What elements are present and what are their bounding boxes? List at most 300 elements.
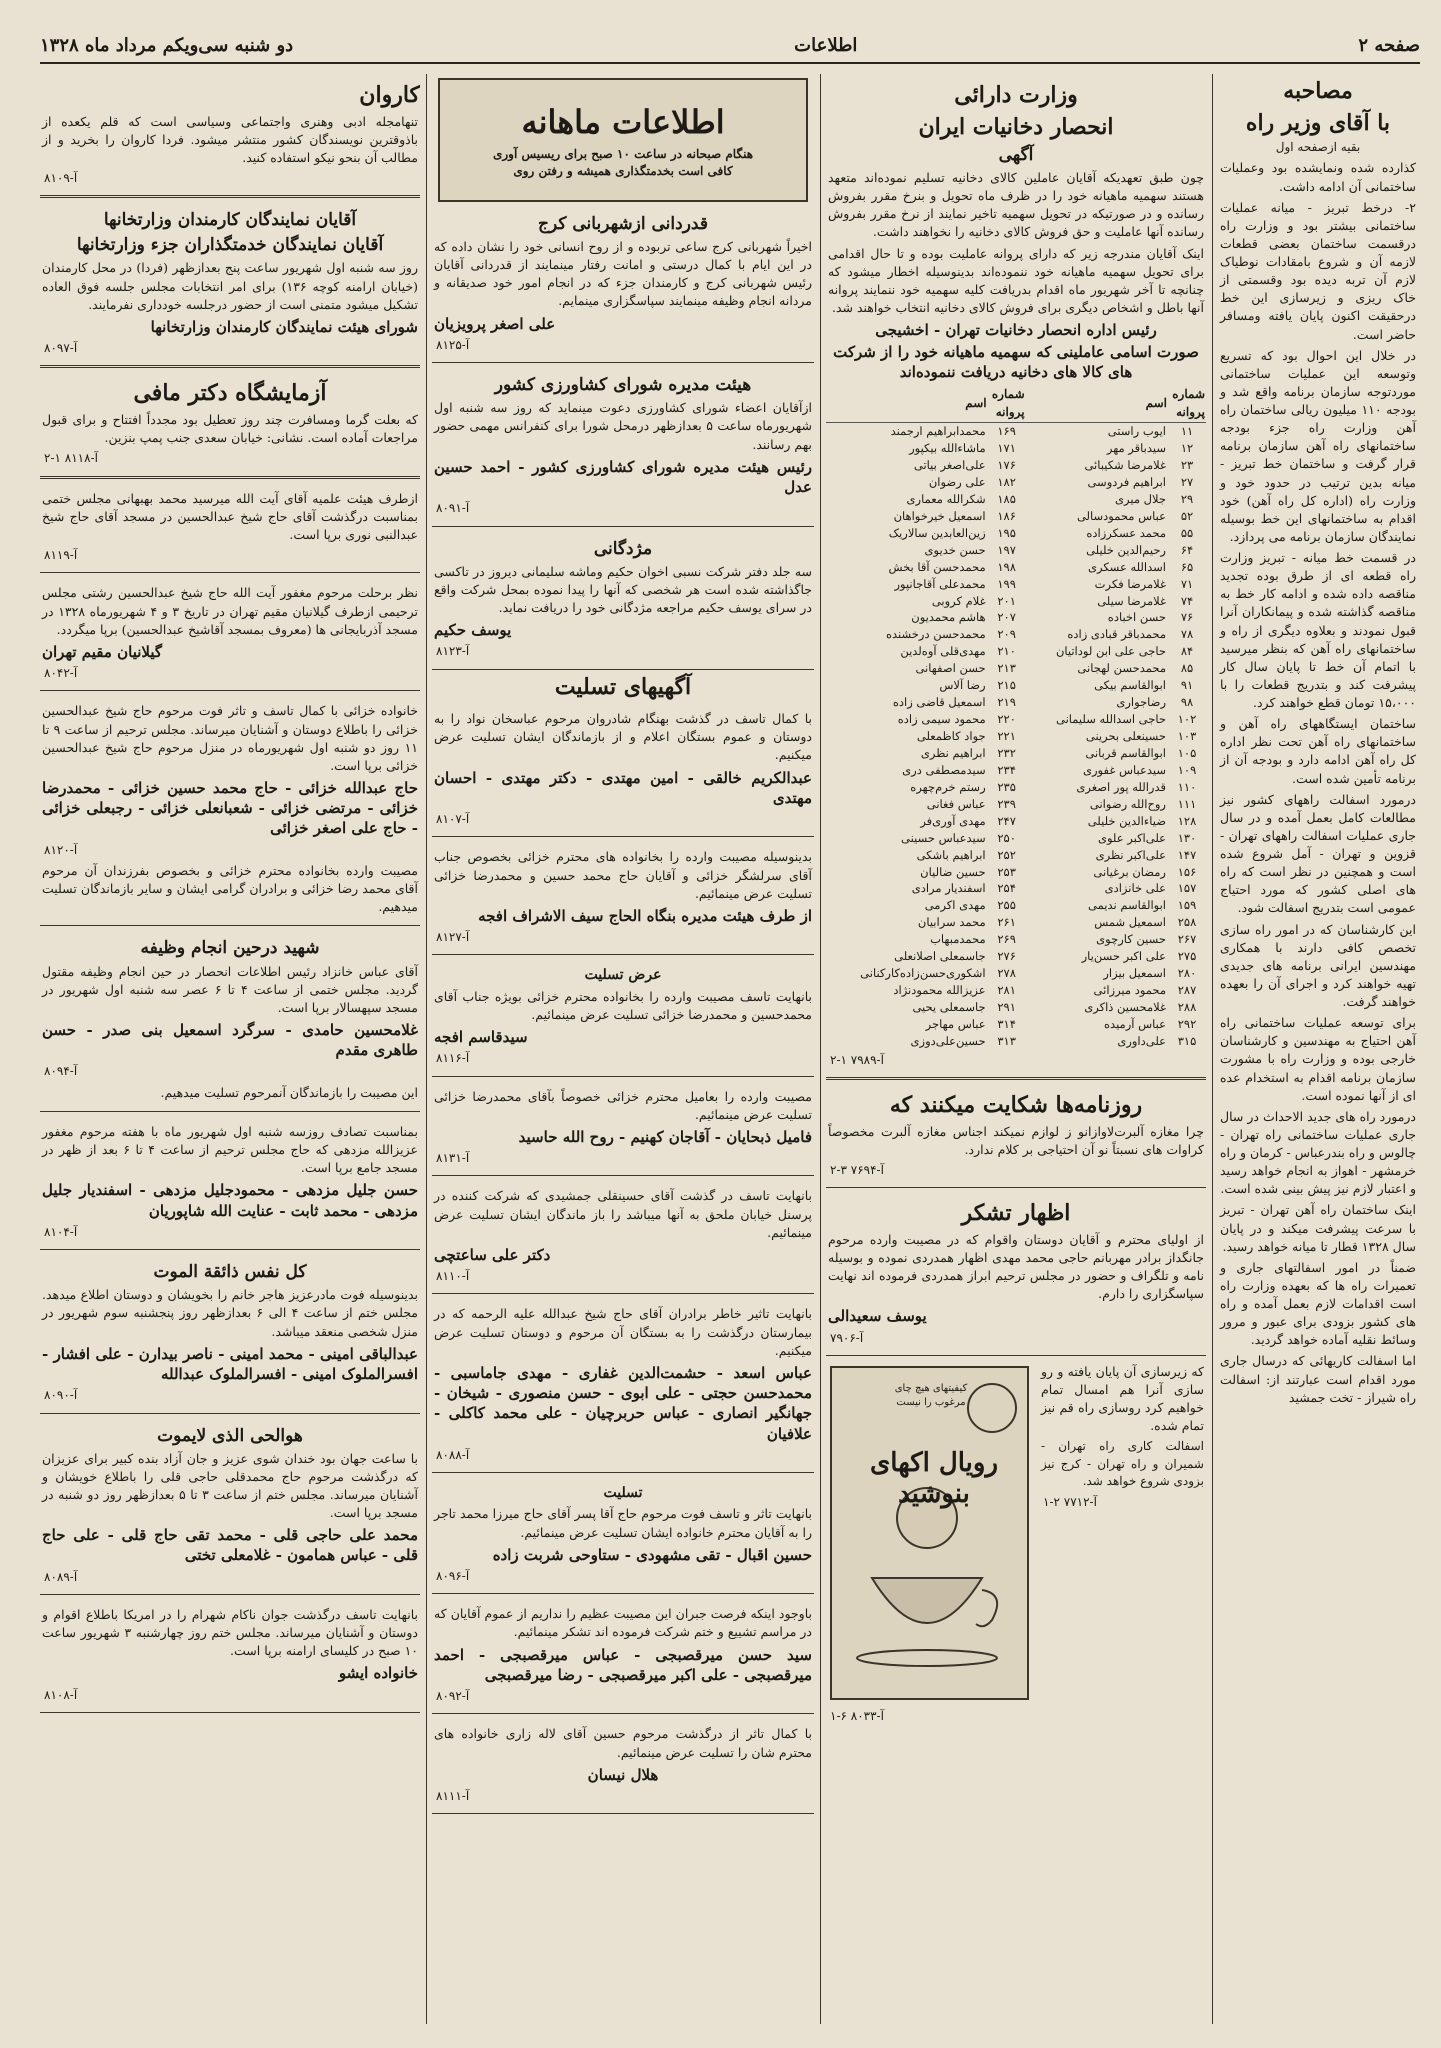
table-row: [826, 897, 1206, 914]
table-row: [826, 847, 1206, 864]
agent-name: رستم خرم‌چهره: [910, 779, 986, 794]
condolence-text: باوجود اینکه فرصت جبران این مصیبت عظیم را نداریم از عموم آقایان که در مراسم تشییع و ختم شرکت فرموده اند تشکر مینمائیم.: [434, 1606, 812, 1640]
lab-text: که بعلت گرما ومسافرت چند روز تعطیل بود مجدداً افتتاح و برای قبول مراجعات آماده است. نشانی: خیابان سعدی جنب پمپ بنزین.: [42, 411, 418, 446]
memorial-signature: گیلانیان مقیم تهران: [42, 642, 163, 661]
agriculture-council-ad: [432, 367, 814, 526]
agent-name: حسین ضالیان: [920, 864, 986, 879]
licence-number: ۲۵۸: [1177, 915, 1197, 930]
agent-name: جاسمعلی یحیی: [912, 1000, 986, 1014]
representatives-notice: [40, 202, 420, 368]
ad-code: آ-۸۰۸۹: [44, 1569, 78, 1584]
memorial-text: خانواده خزائی با کمال تاسف و تاثر فوت مرحوم حاج شیخ عبدالحسین خزائی را باطلاع دوستان و آشنایان میرساند. مجلس ترحیم از ساعت ۹ تا ۱۱ روز دو شنبه اول شهریورماه در منزل مرحوم حاج شیخ عبدالحسین خزائی برپا است.: [42, 703, 418, 773]
agent-name: حسینعلی بحرینی: [1085, 729, 1166, 743]
interview-paragraph: برای توسعه عملیات ساختمانی راه آهن احتیاج به مهندسین و کارشناسان خارجی بوده و وزارت راه با مشورت سازمان برنامه اقدام به استخدام عده ای از آنها نموده است.: [1220, 1015, 1416, 1103]
licence-number: ۶۴: [1180, 542, 1194, 557]
agent-name: ابوالقاسم ندیمی: [1088, 898, 1166, 913]
table-row: [826, 1016, 1206, 1033]
tobacco-notice: [826, 74, 1206, 1080]
reward-ad: [432, 531, 814, 670]
memorial-signature: عبدالباقی امینی - محمد امینی - ناصر بیدارن - علی افشار - افسرالملوک امینی - افسرالملوک عبدالله: [42, 1344, 418, 1383]
agriculture-title: هیئت مدیره شورای کشاورزی کشور: [494, 375, 752, 396]
ad-code: آ-۸۱۱۱: [436, 1788, 470, 1803]
agent-name: حسین کارچوی: [1096, 932, 1166, 947]
licence-number: ۲۱۵: [997, 678, 1016, 693]
condolence-text: بانهایت تاثیر خاطر برادران آقای حاج شیخ عبدالله علیه الرحمه که در بیمارستان درگذشت را به بستگان آن مرحوم و دوستان تسلیت عرض میکنیم.: [434, 1306, 812, 1358]
condolence-signature: دکتر علی ساعتچی: [434, 1245, 551, 1264]
interview-paragraph: ساختمان ایستگاههای راه آهن و ساختمانهای راه آهن تحت نظر اداره کل راه آهن ادامه دارد و بودجه آن از برنامه تأمین شده است.: [1220, 716, 1416, 786]
table-row: [826, 626, 1206, 643]
agent-name: علی‌اکبر علوی: [1097, 830, 1166, 845]
continued-note: بقیه ازصفحه اول: [1275, 140, 1361, 154]
agent-name: علی‌اکبر نظری: [1095, 847, 1166, 862]
agent-name: ابراهیم باشکی: [916, 847, 986, 862]
licence-number: ۲۷۵: [1177, 949, 1197, 964]
ad-code: آ-۸۰۹۰: [44, 1388, 78, 1403]
memorial-text: بانهایت تاسف درگذشت جوان ناکام شهرام را در امریکا باطلاع اقوام و دوستان و آشنایان میرساند. مجلس ختم روز چهارشنبه ۳ شهریور ساعت ۱۰ صبح در کلیسای ارامنه برپا است.: [42, 1607, 418, 1659]
licence-number: ۱۱۰: [1177, 779, 1197, 794]
ad-code: آ-۸۱۲۷: [436, 930, 470, 945]
licence-number: ۱۰۹: [1177, 762, 1197, 777]
condolence-signature: سیدقاسم افجه: [434, 1027, 528, 1046]
ettelaat-monthly-line: کافی است بخدمتگذاری همیشه و رفتن روی: [513, 164, 733, 179]
condolence-notice: [432, 1598, 814, 1714]
martyr-title: شهید درحین انجام وظیفه: [140, 938, 320, 959]
interview-title: مصاحبه: [1283, 78, 1353, 104]
table-row: [826, 643, 1206, 660]
agent-name: مهدی اکرمی: [924, 898, 986, 913]
licence-number: ۷۱: [1180, 576, 1194, 591]
memorial-notice: [40, 695, 420, 926]
agent-name: حسین‌علی‌دوزی: [910, 1033, 986, 1048]
agent-name: عباس مهاجر: [925, 1016, 986, 1031]
agent-name: محمدابراهیم ارجمند: [890, 424, 986, 439]
column-notices: [432, 74, 814, 2024]
ad-code: آ-۸۰۹۴: [44, 1064, 78, 1079]
reward-signature: یوسف حکیم: [434, 621, 512, 640]
licence-number: ۲۰۷: [997, 610, 1016, 625]
condolence-text: بانهایت تاسف مصیبت وارده را بخانواده محترم خزائی بویژه جناب آقای محمدحسین و محمدرضا خزائی تسلیت عرض مینمائیم.: [434, 988, 812, 1022]
memorial-text: مصیبت وارده بخانواده محترم خزائی و بخصوص بفرزندان آن مرحوم آقای محمد رضا خزائی و برادران گرامی ایشان و سایر بازماندگان تسلیت میدهیم.: [42, 863, 418, 915]
licence-number: ۲۹: [1180, 491, 1194, 506]
karvan-text: تنهامجله ادبی وهنری واجتماعی وسیاسی است که قلم یکعده از باذوقترین نویسندگان کشور منتشر میشود. فردا کاروان را بخرید و از مطالب آن بنحو نیکو استفاده کنید.: [42, 113, 418, 165]
licence-number: ۱۲۸: [1177, 813, 1197, 828]
memorial-signature: حاج عبدالله خزائی - حاج محمد حسین خزائی - محمدرضا خزائی - مرتضی خزائی - شعبانعلی خزائی - رجبعلی خزائی - حاج علی اصغر خزائی: [42, 778, 418, 838]
condolence-signature: از طرف هیئت مدیره بنگاه الحاج سیف الاشراف افجه: [478, 906, 812, 925]
agent-name: محمود سیمی زاده: [897, 712, 986, 727]
licence-number: ۷۸: [1180, 627, 1194, 642]
licence-number: ۲۸۷: [1177, 983, 1197, 998]
karaj-text: اخیراً شهربانی کرج ساعی تربوده و از روح انسانی خود را نشان داده که در این ایام با کمال درستی و امانت رفتار مینمایند از قدردانی آقایان رئیس شهربانی کرج و کارمندان جزء که در انجام امور خود صدیقانه و مردانه انجام وظیفه مینمایند سپاسگزاری مینمایم.: [434, 239, 812, 309]
licence-number: ۲۷۸: [997, 966, 1016, 981]
licence-number: ۲۸۱: [997, 983, 1016, 998]
cup-icon: [872, 1578, 982, 1623]
ad-code: آ-۸۱۲۵: [436, 337, 470, 352]
table-row: [826, 423, 1206, 440]
agent-name: محمدحسن لهجانی: [1077, 661, 1166, 676]
saucer-icon: [857, 1650, 997, 1666]
lab-title: آزمایشگاه دکتر مافی: [133, 380, 327, 407]
licence-number: ۲۹۲: [1177, 1016, 1197, 1031]
licence-number: ۱۷۶: [997, 458, 1016, 472]
licence-number: ۲۵۴: [997, 881, 1016, 896]
interview-paragraph: درمورد راه های جدید الاحداث در سال جاری عملیات ساختمانی راه تهران - چالوس و راه بندرعباس - کرمان و راه خرمشهر - اهواز به انجام خواهد رسید و اعتبار لازم نیز پیش بینی شده است.: [1220, 1108, 1416, 1197]
tobacco-title-3: آگهی: [998, 145, 1034, 165]
licence-number: ۲۱۰: [997, 644, 1016, 659]
agent-name: محمدعلی آقاجانپور: [894, 576, 986, 591]
licence-number: ۱۰۳: [1177, 729, 1197, 743]
table-row: [826, 593, 1206, 610]
licence-number: ۲۳۲: [997, 745, 1016, 760]
licence-number: ۸۴: [1180, 644, 1194, 659]
agent-name: اسمعیل خیرخواهان: [893, 508, 986, 523]
condolence-notice: [432, 1081, 814, 1177]
tobacco-list-title: صورت اسامی عاملینی که سهمیه ماهیانه خود را از شرکت های کالا های دخانیه دریافت ننموده‌اند: [833, 343, 1199, 381]
licence-number: ۲۷۶: [997, 949, 1016, 964]
reward-title: مژدگانی: [593, 538, 653, 559]
licence-number: ۱۲: [1180, 441, 1194, 456]
table-row: [826, 779, 1206, 796]
table-row: [826, 609, 1206, 626]
memorial-notice: [40, 483, 420, 574]
licence-number: ۱۱۱: [1177, 796, 1197, 811]
table-row: [826, 931, 1206, 948]
licence-number: ۲۸۰: [1177, 966, 1197, 981]
ad-code: آ-۸۱۰۸: [44, 1687, 78, 1702]
licence-number: ۲۵۲: [997, 847, 1016, 862]
martyr-text: آقای عباس خانزاد رئیس اطلاعات انحصار در حین انجام وظیفه مقتول گردید. مجلس ختمی از ساعت ۴ تا ۶ عصر سه شنبه اول شهریور در مسجد سپهسالار برپا است.: [42, 963, 418, 1015]
agent-name: ابوالقاسم قربانی: [1085, 745, 1166, 760]
table-row: [826, 796, 1206, 813]
table-row: [826, 864, 1206, 881]
agent-name: روح‌الله رضوانی: [1089, 796, 1166, 811]
condolence-notice: [432, 1298, 814, 1473]
ad-code: ۲-۳ آ-۷۶۹۴: [830, 1162, 884, 1177]
ad-code: آ-۸۱۰۷: [436, 812, 470, 827]
thanks-signature: یوسف سعیدالی: [828, 1307, 927, 1326]
ad-code: ۲-۱ آ-۷۹۸۹: [830, 1052, 884, 1067]
agent-name: مهدی‌قلی آوه‌لدین: [900, 644, 986, 659]
agent-name: حسن اصفهانی: [915, 661, 986, 676]
agent-name: رضا آلاس: [939, 678, 986, 693]
licence-number: ۳۱۳: [997, 1033, 1016, 1048]
martyr-notice: [40, 930, 420, 1111]
licence-number: ۲۸۸: [1177, 1000, 1197, 1014]
licence-number: ۱۷۱: [997, 441, 1016, 456]
licence-number: ۲۵۰: [997, 830, 1016, 845]
agent-name: حاجی علی ابن لوداتیان: [1055, 644, 1166, 659]
agent-name: علی رضوان: [928, 474, 986, 489]
condolence-text: بانهایت تاسف در گذشت آقای حسینقلی جمشیدی که شرکت کننده در پرسنل خیابان ملحق به آنها میباشد را باز ماندگان ایشان تسلیت عرض مینمائیم.: [434, 1188, 812, 1240]
royal-ad-title: رویال اکهای بنوشید: [869, 1447, 999, 1510]
condolence-signature: سید حسن میرقصبجی - عباس میرقصبجی - احمد میرقصبجی - علی اکبر میرقصبجی - رضا میرقصبجی: [434, 1645, 812, 1684]
table-row: [826, 914, 1206, 931]
licence-number: ۳۱۵: [1177, 1033, 1197, 1048]
royal-ad-tagline: کیفیتهای هیچ چای مرغوب را نیست: [894, 1382, 968, 1409]
agent-name: سیدعباس حسینی: [901, 830, 986, 845]
table-row: [826, 880, 1206, 897]
complaint-title: روزنامه‌ها شکایت میکنند که: [889, 1092, 1143, 1119]
tobacco-title: وزارت دارائی: [954, 82, 1078, 108]
agent-name: شکرالله معماری: [906, 491, 986, 506]
agent-name: عباس محمودسالی: [1076, 508, 1166, 523]
agent-name: عباس آرمیده: [1104, 1016, 1166, 1031]
agent-name: سیدعباس غفوری: [1083, 762, 1166, 777]
royal-text-block: [1039, 1360, 1206, 1706]
table-row: [826, 660, 1206, 677]
agent-name: هاشم محمدیون: [911, 610, 986, 625]
agriculture-signature: رئیس هیئت مدیره شورای کشاورزی کشور - احمد حسین عدل: [434, 457, 812, 496]
ad-code: آ-۸۰۹۱: [436, 501, 470, 516]
licence-number: ۲۲۱: [997, 729, 1016, 743]
licence-number: ۱۰۲: [1177, 712, 1197, 727]
page-header: [40, 28, 1420, 64]
agent-name: محمدحسن درخشنده: [886, 627, 986, 642]
licence-number: ۷۴: [1180, 593, 1194, 608]
masthead: اطلاعات: [794, 34, 858, 56]
column-rule: [820, 74, 821, 2024]
licence-number: ۷۶: [1180, 610, 1194, 625]
licence-number: ۲۶۱: [997, 915, 1016, 930]
interview-paragraph: اما اسفالت کاریهائی که درسال جاری مورد اقدام است عبارتند از: اسفالت راه شیراز - تخت جمشید: [1220, 1353, 1416, 1405]
agent-name: غلام کروبی: [931, 593, 986, 608]
agent-name: اسمعیل قاضی زاده: [892, 695, 986, 710]
thanks-title: اظهار تشکر: [961, 1200, 1071, 1227]
agent-name: اسمعیل بیزار: [1103, 966, 1166, 981]
table-row: [826, 982, 1206, 999]
karvan-ad: [40, 74, 420, 198]
table-row: [826, 694, 1206, 711]
licence-number: ۳۱۴: [997, 1016, 1016, 1031]
condolences-title: آگهیهای تسلیت: [554, 673, 692, 700]
memorial-signature: حسن جلیل مزدهی - محمودجلیل مزدهی - اسفندیار جلیل مزدهی - محمد ثابت - عنایت الله شاپوریان: [42, 1181, 418, 1220]
licence-number: ۱۹۵: [997, 525, 1016, 540]
table-row: [826, 965, 1206, 982]
table-row: [826, 830, 1206, 847]
ad-code: ۱-۲ آ-۷۷۱۲: [1043, 1494, 1097, 1509]
licence-number: ۵۲: [1180, 508, 1194, 523]
interview-title-2: با آقای وزیر راه: [1245, 109, 1391, 136]
thanks-text: از اولیای محترم و آقایان دوستان واقوام که در مصیبت وارده مرحوم جانگداز برادر مهربانم حاجی محمد مهدی اظهار همدردی نموده و بوسیله نامه و تلگراف و حضور در مجلس ترحیم ابراز همدردی فرموده اند نهایت سپاسگزاری را دارم.: [828, 1231, 1204, 1302]
agent-name: عزیزالله محمودنژاد: [893, 983, 986, 998]
table-row: [826, 491, 1206, 508]
licence-number: ۲۶۷: [1177, 932, 1197, 947]
table-row: [826, 559, 1206, 576]
memorial-text: با ساعت جهان بود خندان شوی عزیز و جان آزاد بنده کبیر برای عزیزان که درگذشت مرحوم حاج محمدقلی حاجی قلی را باطلاع خویشان و آشنایان میرساند. مجلس ختم از ساعت ۳ تا ۵ بعدازظهر روز دو شنبه در مسجد برپا است.: [42, 1450, 419, 1520]
condolence-text: با کمال تاثر از درگذشت مرحوم حسین آقای لاله زاری خانواده های محترم شان را تسلیت عرض مینمائیم.: [434, 1726, 812, 1760]
licence-number: ۲۳۹: [997, 796, 1016, 811]
agent-name: سیدمصطفی دری: [902, 762, 986, 777]
column-interview: [1218, 74, 1418, 2024]
royal-tea-ad: [830, 1366, 1029, 1700]
licence-number: ۶۵: [1180, 559, 1194, 574]
condolence-title: تسلیت: [603, 1485, 643, 1502]
agent-name: مهدی آوری‌فر: [920, 813, 986, 828]
memorial-title: هوالحی الذی لایموت: [157, 1425, 303, 1446]
licence-number: ۲۹۱: [997, 1000, 1016, 1014]
agent-name: قدرالله پور اصغری: [1076, 779, 1166, 794]
ad-code: آ-۸۰۸۸: [436, 1447, 470, 1462]
licence-number: ۲۰۱: [997, 593, 1016, 608]
column-header-licence: شماره پروانه: [988, 385, 1026, 422]
representatives-title: آقایان نمایندگان کارمندان وزارتخانها: [103, 210, 357, 231]
interview-continued: اسفالت کاری راه تهران - شمیران و راه تهران - کرج نیز بزودی شروع خواهد شد.: [1041, 1439, 1204, 1489]
royal-ad-row: [826, 1360, 1206, 1706]
issue-date: دو شنبه سی‌ویکم مرداد ماه ۱۳۲۸: [40, 34, 294, 56]
ettelaat-monthly-line: هنگام صبحانه در ساعت ۱۰ صبح برای ریسیس آوری: [492, 146, 754, 161]
licence-number: ۱۴۷: [1177, 847, 1197, 862]
agent-name: علی خانزادی: [1104, 881, 1166, 896]
agent-name: علی اکبر حسن‌یار: [1081, 949, 1166, 964]
ad-code: آ-۸۰۴۲: [44, 666, 78, 680]
ad-code: آ-۸۱۲۳: [436, 644, 470, 659]
karaj-signature: علی اصغر پرویزیان: [434, 314, 556, 333]
licence-number: ۲۱۳: [997, 661, 1016, 676]
memorial-text: ازطرف هیئت علمیه آقای آیت الله میرسید محمد بهبهانی مجلس ختمی بمناسبت درگذشت آقای حاج شیخ عبدالحسین در مسجد آقای حاج شیخ عبدالنبی نوری برپا است.: [42, 490, 418, 542]
agent-name: ابراهیم فردوسی: [1087, 474, 1166, 489]
condolence-notice: [432, 1180, 814, 1294]
agent-name: محمدباقر قبادی زاده: [1067, 627, 1166, 642]
ad-code: آ-۷۹۰۶: [830, 1330, 864, 1345]
ad-code: آ-۸۱۲۰: [44, 842, 78, 857]
agent-name: غلامرضا فکرت: [1094, 576, 1166, 591]
ad-code: آ-۸۰۹۶: [436, 1568, 470, 1583]
column-header-licence: شماره پروانه: [1168, 385, 1206, 422]
condolence-notice: [432, 959, 814, 1076]
licence-number: ۵۵: [1180, 525, 1194, 540]
tea-cup-illustration: [832, 1368, 1027, 1698]
agent-name: جلال میری: [1115, 491, 1166, 506]
agent-name: علی‌اصغر بیاتی: [913, 458, 986, 472]
column-rule: [1212, 74, 1213, 2024]
ad-code: آ-۸۱۱۰: [436, 1269, 470, 1284]
agent-name: اسفندیار مرادی: [911, 881, 986, 896]
agent-name: عباس فغانی: [926, 796, 986, 811]
complaint-notice: [826, 1084, 1206, 1188]
column-tobacco: [826, 74, 1206, 2024]
ettelaat-monthly-ad: [438, 78, 808, 202]
thanks-notice: [826, 1192, 1206, 1356]
licence-number: ۱۹۹: [997, 576, 1016, 591]
memorial-signature: محمد علی حاجی قلی - محمد تقی حاج قلی - علی حاج قلی - عباس همامون - غلامعلی تختی: [42, 1526, 418, 1565]
tobacco-para-1: چون طبق تعهدیکه آقایان عاملین کالای دخانیه تسلیم نموده‌اند متعهد هستند سهمیه ماهیانه خود را در ظرف ماه تحویل و بنرخ مقرر بفروش رسانده و در صورتیکه در تحویل سهمیه تاخیر نمایند از نرخ مقرر بفروش رسانده آنها عاملیت و حق فروش کالای دخانیه را نخواهند داشت.: [828, 170, 1204, 240]
ad-code: آ-۸۱۰۹: [44, 170, 78, 185]
agents-table-header: [826, 385, 1206, 422]
condolence-signature: حسین اقبال - تقی مشهودی - ستاوحی شربت زاده: [492, 1545, 812, 1564]
licence-number: ۹۸: [1180, 695, 1194, 710]
agents-table-body: [826, 423, 1206, 1050]
interview-paragraph: ۲- درخط تبریز - میانه عملیات ساختمانی بیشتر بود و وزارت راه درقسمت ساختمان بعضی قطعات لازمه آن و شروع بامقادات نوطیاک لازم آن تربه دیده بود وقسمتی از خاک ریزی و زیرسازی این خط درحقیقت اکنون پایان یافته ومسافر حاضر است.: [1220, 199, 1416, 342]
licence-number: ۱۸۲: [997, 474, 1016, 489]
agent-name: حاجی اسدالله سلیمانی: [1055, 712, 1166, 727]
agent-name: محمد سرابیان: [917, 915, 986, 930]
column-rule: [426, 74, 427, 2024]
licence-number: ۲۶۹: [997, 932, 1016, 947]
memorial-notice: [40, 1254, 420, 1413]
reward-text: سه جلد دفتر شرکت نسبی اخوان حکیم وماشه سلیمانی دیروز در تاکسی جاگذاشته شده است هر شخصی که آنها را پیدا نموده بمحل شرکت واقع در سرای یوسف حکیم مراجعه مژدگانی خود را دریافت نماید.: [434, 563, 812, 615]
agent-name: سیدباقر مهر: [1106, 441, 1166, 456]
table-row: [826, 762, 1206, 779]
licence-number: ۱۹۷: [997, 542, 1016, 557]
representatives-signature: شورای هیئت نمایندگان کارمندان وزارتخانها: [150, 317, 418, 336]
licence-number: ۱۵۶: [1177, 864, 1197, 879]
ad-code: آ-۸۰۹۷: [44, 341, 78, 356]
cup-handle-icon: [976, 1590, 997, 1626]
royal-text: که زیرسازی آن پایان یافته و رو سازی آنرا هم امسال تمام خواهیم کرد روسازی راه قم نیز تمام شده.: [1041, 1363, 1204, 1434]
table-row: [826, 1033, 1206, 1050]
interview-paragraph: در خلال این احوال بود که تسریع وتوسعه این عملیات ساختمانی موردتوجه سازمان برنامه واقع شد و بودجه ۱۱۰ میلیون ریالی ساختمان راه آهن وزارت راه جزء بودجه ساختمانهای راه آهن سازمان برنامه قرار گرفت و ساختمان خط تبریز - میانه بدین ترتیب در حدود خود و وزارت راه (اداره کل راه آهن) خود اقدام به ساختمانهای این خط بوسیله نمایندگان سازمان برنامه می پردازد.: [1220, 347, 1416, 544]
condolence-signature: عبدالکریم خالقی - امین مهتدی - دکتر مهتدی - احسان مهتدی: [434, 768, 812, 807]
agent-name: ابراهیم نظری: [920, 745, 986, 760]
ad-code: آ-۸۱۰۴: [44, 1224, 78, 1239]
licence-number: ۲۰۹: [997, 627, 1016, 642]
agent-name: رضاجواری: [1116, 695, 1166, 710]
licence-number: ۱۹۸: [997, 559, 1016, 574]
table-row: [826, 474, 1206, 491]
table-row: [826, 542, 1206, 559]
agent-name: غلامرضا شکیبائی: [1084, 458, 1166, 472]
page-number: صفحه ۲: [1358, 34, 1420, 56]
agent-name: جواد کاظمعلی: [916, 729, 986, 743]
agent-name: غلامرضا سیلی: [1097, 593, 1166, 608]
memorial-notice: [40, 1418, 420, 1595]
table-row: [826, 728, 1206, 745]
licence-number: ۱۵۹: [1177, 898, 1197, 913]
condolence-text: بانهایت تاثر و تاسف فوت مرحوم حاج آقا پسر آقای حاج میرزا محمد تاجر را به آقایان محترم خانواده ایشان تسلیت عرض مینمائیم.: [434, 1506, 812, 1540]
agent-name: ضیاءالدین خلیلی: [1087, 813, 1166, 828]
condolence-text: مصیبت وارده را بعامیل محترم خزائی خصوصاً بآقای محمدرضا خزائی تسلیت عرض مینمائیم.: [434, 1088, 812, 1122]
licence-number: ۲۷: [1180, 474, 1194, 489]
agent-name: محمد عسکرزاده: [1086, 525, 1166, 540]
table-row: [826, 711, 1206, 728]
interview-paragraph: این کارشناسان که در امور راه سازی تخصص کافی دارند با همکاری مهندسین ایرانی برنامه های جدیدی تهیه خواهند کرد و اجرای آن را بعهده خواهند گرفت.: [1220, 921, 1416, 1010]
licence-number: ۱۸۶: [997, 508, 1016, 523]
agent-name: رحیم‌الدین خلیلی: [1086, 542, 1166, 557]
tobacco-para-2: اینک آقایان مندرجه زیر که دارای پروانه عاملیت بوده و تا حال اقدامی برای تحویل سهمیه ماهیانه خود ننموده‌اند بدینوسیله اخطار میشود که چنانچه تا آخر شهریور ماه اقدام بدریافت کلیه سهمیه خود ننمایند پروانه آنها باطل و اشخاص دیگری برای فروش کالای دخانیه انتخاب خواهند شد.: [828, 245, 1204, 315]
tobacco-title-2: انحصار دخانیات ایران: [918, 113, 1114, 140]
licence-number: ۸۵: [1180, 661, 1194, 676]
agriculture-text: ازآقایان اعضاء شورای کشاورزی دعوت مینماید که روز سه شنبه اول شهریورماه ساعت ۵ بعدازظهر درمحل شورا برای کنفرانس مهمی حضور بهم رسانند.: [434, 400, 813, 452]
condolence-signature: هلال نیسان: [587, 1765, 659, 1784]
condolence-notice: [432, 1718, 814, 1814]
licence-number: ۱۱: [1180, 424, 1194, 439]
licence-number: ۲۳۵: [997, 779, 1016, 794]
interview-paragraph: کذارده شده ونمایشده بود وعملیات ساختمانی آن ادامه داشت.: [1220, 160, 1416, 194]
table-row: [826, 999, 1206, 1016]
agent-name: محمدمبهاب: [930, 932, 986, 947]
memorial-text: بمناسبت تصادف روزسه شنبه اول شهریور ماه با هفته مرحوم مغفور عزیزالله مزدهی که حاج مجلس ترحیم از ساعت ۴ تا ۶ بعد از ظهر در مسجد جامع برپا است.: [42, 1123, 418, 1176]
representatives-text: روز سه شنبه اول شهریور ساعت پنج بعدازظهر (فردا) در محل کارمندان (خیابان ارامنه کوچه ۱۳۶) برای امر انتخابات مجلس جلسه فوق العاده تشکیل میشود متمنی است از حضور درجلسه خودداری نفرمایند.: [42, 260, 418, 312]
memorial-notice: [40, 577, 420, 691]
table-row: [826, 813, 1206, 830]
licence-number: ۲۲۰: [997, 712, 1016, 727]
ad-code: آ-۸۰۹۲: [436, 1689, 470, 1704]
licence-number: ۲۴۷: [997, 813, 1016, 828]
agent-name: رمضان برغیانی: [1093, 864, 1166, 879]
agent-name: غلامحسین ذاکری: [1084, 1000, 1166, 1014]
ad-code: ۲-۱ آ-۸۱۱۸: [44, 451, 98, 466]
agent-name: ماشاءالله بیکپور: [909, 441, 986, 456]
condolence-notice: [432, 703, 814, 837]
ad-code: آ-۸۱۳۱: [436, 1151, 470, 1166]
column-header-name: اسم: [1026, 385, 1168, 422]
condolence-text: بدینوسیله مصیبت وارده را بخانواده های محترم خزائی بخصوص جناب آقای سرلشگر خزائی و آقایان حاج محمد حسین و محمدرضا خزائی تسلیت عرض مینمائیم.: [434, 849, 812, 901]
karvan-title: کاروان: [359, 82, 420, 108]
condolence-notice: [432, 1477, 814, 1594]
agent-name: اسدالله عسکری: [1087, 559, 1166, 574]
memorial-notice: [40, 1599, 420, 1713]
agent-name: محمدحسن آقا بخش: [888, 559, 986, 574]
ad-code: ۱-۶ آ-۸۰۳۳: [830, 1708, 884, 1723]
